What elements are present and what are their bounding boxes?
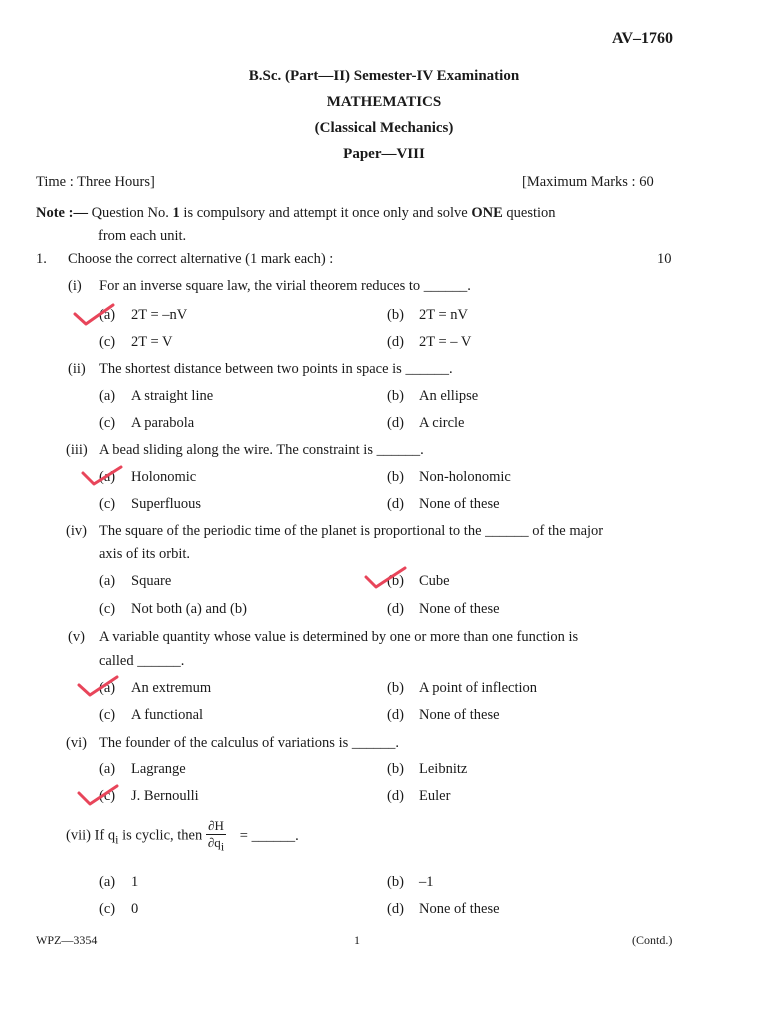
option-text: Non-holonomic: [419, 469, 511, 485]
option-text: Square: [131, 573, 172, 589]
option-text: A functional: [131, 707, 204, 723]
item-1-option-d: [387, 334, 471, 351]
fraction-denominator-text: ∂q: [207, 835, 221, 850]
option-label: (b): [387, 761, 404, 777]
item-7-option-b: [387, 874, 434, 891]
item-1-question: For an inverse square law, the virial theorem reduces to ______.: [99, 278, 471, 294]
item-3-option-b: [387, 469, 511, 486]
item-1-option-b: [387, 307, 468, 324]
option-label: (d): [387, 707, 404, 723]
option-text: None of these: [419, 496, 500, 512]
note-text-a: Question No.: [91, 205, 173, 221]
item-7-sub: i: [115, 832, 119, 847]
option-label: (d): [387, 334, 404, 350]
tick-mark-icon: [80, 463, 124, 489]
option-text: Lagrange: [131, 761, 186, 777]
fraction-numerator: ∂H: [206, 818, 226, 835]
item-2-question: The shortest distance between two points in space is ______.: [99, 361, 453, 377]
footer-page-number: 1: [354, 933, 360, 947]
item-3-question: A bead sliding along the wire. The constraint is ______.: [99, 442, 424, 458]
option-label: (a): [99, 388, 116, 404]
option-label: (d): [387, 496, 404, 512]
option-label: (a): [99, 469, 116, 485]
item-6-question: The founder of the calculus of variations is ______.: [99, 735, 399, 751]
exam-title: B.Sc. (Part—II) Semester-IV Examination: [248, 68, 520, 84]
tick-mark-icon: [76, 783, 120, 809]
option-text: 2T = nV: [419, 307, 468, 323]
option-text: A circle: [419, 415, 465, 431]
option-text: A straight line: [131, 388, 214, 404]
option-label: (b): [387, 388, 404, 404]
option-text: Superfluous: [131, 496, 202, 512]
option-text: 2T = – V: [419, 334, 472, 350]
item-7-option-c: [99, 901, 138, 918]
option-label: (d): [387, 901, 404, 917]
option-label: (d): [387, 601, 404, 617]
item-2-option-a: [99, 388, 213, 405]
option-text: 0: [131, 901, 139, 917]
option-text: An ellipse: [419, 388, 479, 404]
option-text: Cube: [419, 573, 450, 589]
option-label: (b): [387, 573, 404, 589]
item-5-question-line-2: called ______.: [99, 653, 185, 669]
max-marks-label: [Maximum Marks : 60: [522, 174, 654, 190]
fraction-denominator-sub: i: [220, 839, 225, 854]
option-label: (c): [99, 707, 116, 723]
note-text-b: is compulsory and attempt it once only and solve: [179, 205, 472, 221]
subject-title: MATHEMATICS: [326, 94, 442, 110]
item-7-number: (vii): [66, 827, 91, 844]
item-1-option-c: [99, 334, 172, 351]
option-text: None of these: [419, 601, 500, 617]
item-6-option-d: [387, 788, 450, 805]
item-7-text-post: = ______.: [239, 827, 299, 844]
item-4-number: (iv): [66, 523, 87, 539]
item-7-option-a: [99, 874, 138, 891]
item-7-text-mid: is cyclic, then: [118, 827, 203, 844]
option-text: Holonomic: [131, 469, 197, 485]
item-5-option-d: [387, 707, 500, 724]
item-4-question: The square of the periodic time of the planet is proportional to the ______ of the major: [99, 523, 604, 539]
paper-title: Paper—VIII: [343, 146, 425, 162]
option-label: (c): [99, 901, 116, 917]
option-text: A parabola: [131, 415, 195, 431]
item-5-option-b: [387, 680, 537, 697]
option-label: (a): [99, 307, 116, 323]
option-text: An extremum: [131, 680, 212, 696]
partial-fraction: [206, 818, 226, 855]
item-4-option-c: [99, 601, 247, 618]
item-5-question: A variable quantity whose value is determined by one or more than one function is: [99, 629, 579, 645]
item-6-number: (vi): [66, 735, 87, 751]
footer-contd: (Contd.): [632, 933, 673, 947]
q1-number: 1.: [36, 251, 47, 267]
option-text: Leibnitz: [419, 761, 468, 777]
option-text: Not both (a) and (b): [131, 601, 247, 617]
tick-mark-icon: [76, 674, 120, 700]
tick-mark-icon: [363, 566, 407, 592]
note-text-c: question: [502, 205, 556, 221]
item-6-option-b: [387, 761, 467, 778]
option-text: 1: [131, 874, 139, 890]
item-5-number: (v): [68, 629, 85, 645]
footer-code: WPZ—3354: [36, 933, 98, 947]
option-label: (b): [387, 680, 404, 696]
note-num: 1: [172, 205, 180, 221]
item-7-option-d: [387, 901, 500, 918]
option-text: 2T = V: [131, 334, 173, 350]
option-text: A point of inflection: [419, 680, 537, 696]
option-text: 2T = –nV: [131, 307, 188, 323]
note-line-2: from each unit.: [98, 228, 187, 244]
option-label: (d): [387, 788, 404, 804]
option-label: (a): [99, 680, 116, 696]
option-text: J. Bernoulli: [131, 788, 199, 804]
paper-code: AV–1760: [612, 30, 674, 47]
item-4-option-d: [387, 601, 500, 618]
option-label: (d): [387, 415, 404, 431]
item-5-option-c: [99, 707, 203, 724]
q1-text: Choose the correct alternative (1 mark each) :: [68, 251, 334, 267]
option-label: (a): [99, 874, 116, 890]
item-3-option-d: [387, 496, 500, 513]
item-2-number: (ii): [68, 361, 86, 377]
item-6-option-a: [99, 761, 186, 778]
q1-marks: 10: [657, 251, 672, 267]
tick-mark-icon: [72, 302, 116, 328]
option-text: Euler: [419, 788, 451, 804]
item-1-number: (i): [68, 278, 82, 294]
item-4-option-a: [99, 573, 171, 590]
note-one: ONE: [471, 205, 503, 221]
option-text: None of these: [419, 707, 500, 723]
note-label: Note :—: [36, 205, 88, 221]
option-label: (b): [387, 874, 404, 890]
item-2-option-c: [99, 415, 194, 432]
item-7-text-pre: If q: [94, 827, 116, 844]
option-text: None of these: [419, 901, 500, 917]
item-3-number: (iii): [66, 442, 88, 458]
option-label: (b): [387, 307, 404, 323]
item-3-option-c: [99, 496, 201, 513]
option-label: (c): [99, 334, 116, 350]
option-label: (c): [99, 415, 116, 431]
item-4-question-line-2: axis of its orbit.: [99, 546, 191, 562]
item-2-option-d: [387, 415, 465, 432]
option-text: –1: [419, 874, 434, 890]
option-label: (c): [99, 788, 116, 804]
fraction-denominator: [206, 835, 226, 855]
option-label: (c): [99, 601, 116, 617]
time-label: Time : Three Hours]: [36, 174, 155, 190]
option-label: (a): [99, 761, 116, 777]
item-2-option-b: [387, 388, 478, 405]
option-label: (c): [99, 496, 116, 512]
note-line-1: [36, 205, 556, 222]
topic-title: (Classical Mechanics): [314, 120, 454, 136]
option-label: (b): [387, 469, 404, 485]
option-label: (a): [99, 573, 116, 589]
item-7-row: [66, 818, 299, 855]
